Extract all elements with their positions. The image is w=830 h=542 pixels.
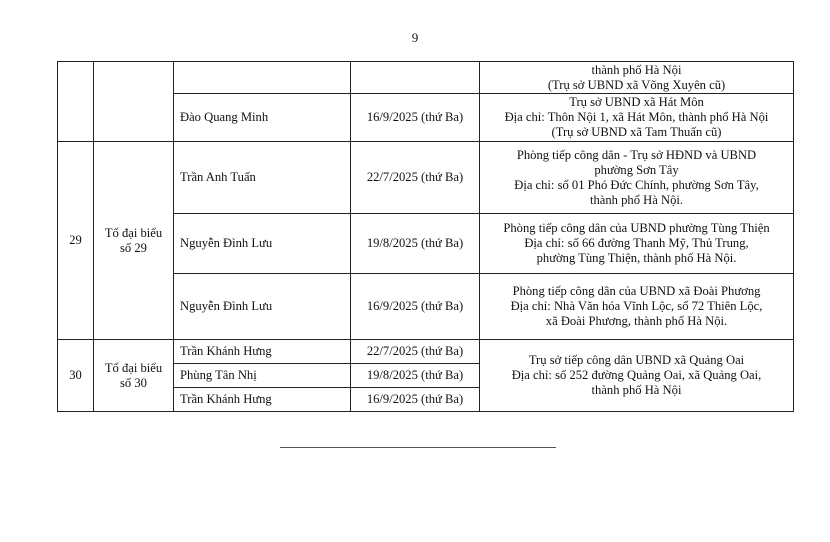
- group-label: Tổ đại biểu số 29: [94, 142, 174, 340]
- group-label: Tổ đại biểu số 30: [94, 340, 174, 412]
- date-cell: 22/7/2025 (thứ Ba): [351, 142, 480, 214]
- name-cell: [174, 62, 351, 94]
- group-number: 29: [58, 142, 94, 340]
- place-line: Trụ sở tiếp công dân UBND xã Quảng Oai: [528, 353, 745, 367]
- place-line: Địa chỉ: số 66 đường Thanh Mỹ, Thủ Trung,: [524, 236, 749, 250]
- place-cell: [480, 214, 794, 274]
- place-line: Địa chỉ: số 01 Phó Đức Chính, phường Sơn Tây,: [514, 177, 759, 192]
- table-row: [58, 62, 794, 94]
- place-line: Phòng tiếp công dân của UBND phường Tùng Thiện: [503, 221, 770, 235]
- page-number: 9: [411, 30, 419, 45]
- place-cell: [480, 62, 794, 94]
- date-cell: 16/9/2025 (thứ Ba): [351, 388, 480, 412]
- place-line: thành phố Hà Nội: [591, 62, 682, 77]
- name-cell: Nguyễn Đình Lưu: [174, 214, 351, 274]
- date-cell: 16/9/2025 (thứ Ba): [351, 94, 480, 142]
- place-line: phường Sơn Tây: [594, 162, 679, 177]
- date-cell: [351, 62, 480, 94]
- place-line: Địa chỉ: Nhà Văn hóa Vĩnh Lộc, số 72 Thiên Lộc,: [510, 299, 763, 313]
- place-line: phường Tùng Thiện, thành phố Hà Nội.: [536, 251, 737, 265]
- place-line: thành phố Hà Nội.: [589, 192, 684, 207]
- date-cell: 19/8/2025 (thứ Ba): [351, 364, 480, 388]
- schedule-table: [57, 61, 794, 412]
- name-cell: Đào Quang Minh: [174, 94, 351, 142]
- place-cell: [480, 142, 794, 214]
- place-line: (Trụ sở UBND xã Tam Thuấn cũ): [551, 125, 722, 139]
- name-cell: Trần Anh Tuấn: [174, 142, 351, 214]
- section-divider: [280, 447, 556, 448]
- place-line: Phòng tiếp công dân - Trụ sở HĐND và UBND: [516, 147, 757, 162]
- place-cell: [480, 274, 794, 340]
- place-line: xã Đoài Phương, thành phố Hà Nội.: [545, 314, 728, 328]
- table-row: [58, 142, 794, 214]
- number-cell: [58, 62, 94, 142]
- name-cell: Phùng Tân Nhị: [174, 364, 351, 388]
- place-line: Địa chỉ: số 252 đường Quảng Oai, xã Quảng Oai,: [511, 368, 762, 382]
- place-line: thành phố Hà Nội: [591, 383, 682, 397]
- place-line: Địa chỉ: Thôn Nội 1, xã Hát Môn, thành phố Hà Nội: [504, 110, 769, 124]
- group-cell: [94, 62, 174, 142]
- date-cell: 19/8/2025 (thứ Ba): [351, 214, 480, 274]
- place-line: (Trụ sở UBND xã Võng Xuyên cũ): [547, 77, 726, 92]
- place-line: Phòng tiếp công dân của UBND xã Đoài Phương: [512, 284, 761, 298]
- place-cell: [480, 340, 794, 412]
- name-cell: Trần Khánh Hưng: [174, 340, 351, 364]
- date-cell: 22/7/2025 (thứ Ba): [351, 340, 480, 364]
- name-cell: Trần Khánh Hưng: [174, 388, 351, 412]
- name-cell: Nguyễn Đình Lưu: [174, 274, 351, 340]
- place-cell: [480, 94, 794, 142]
- date-cell: 16/9/2025 (thứ Ba): [351, 274, 480, 340]
- place-line: Trụ sở UBND xã Hát Môn: [569, 95, 704, 109]
- table-row: [58, 340, 794, 364]
- group-number: 30: [58, 340, 94, 412]
